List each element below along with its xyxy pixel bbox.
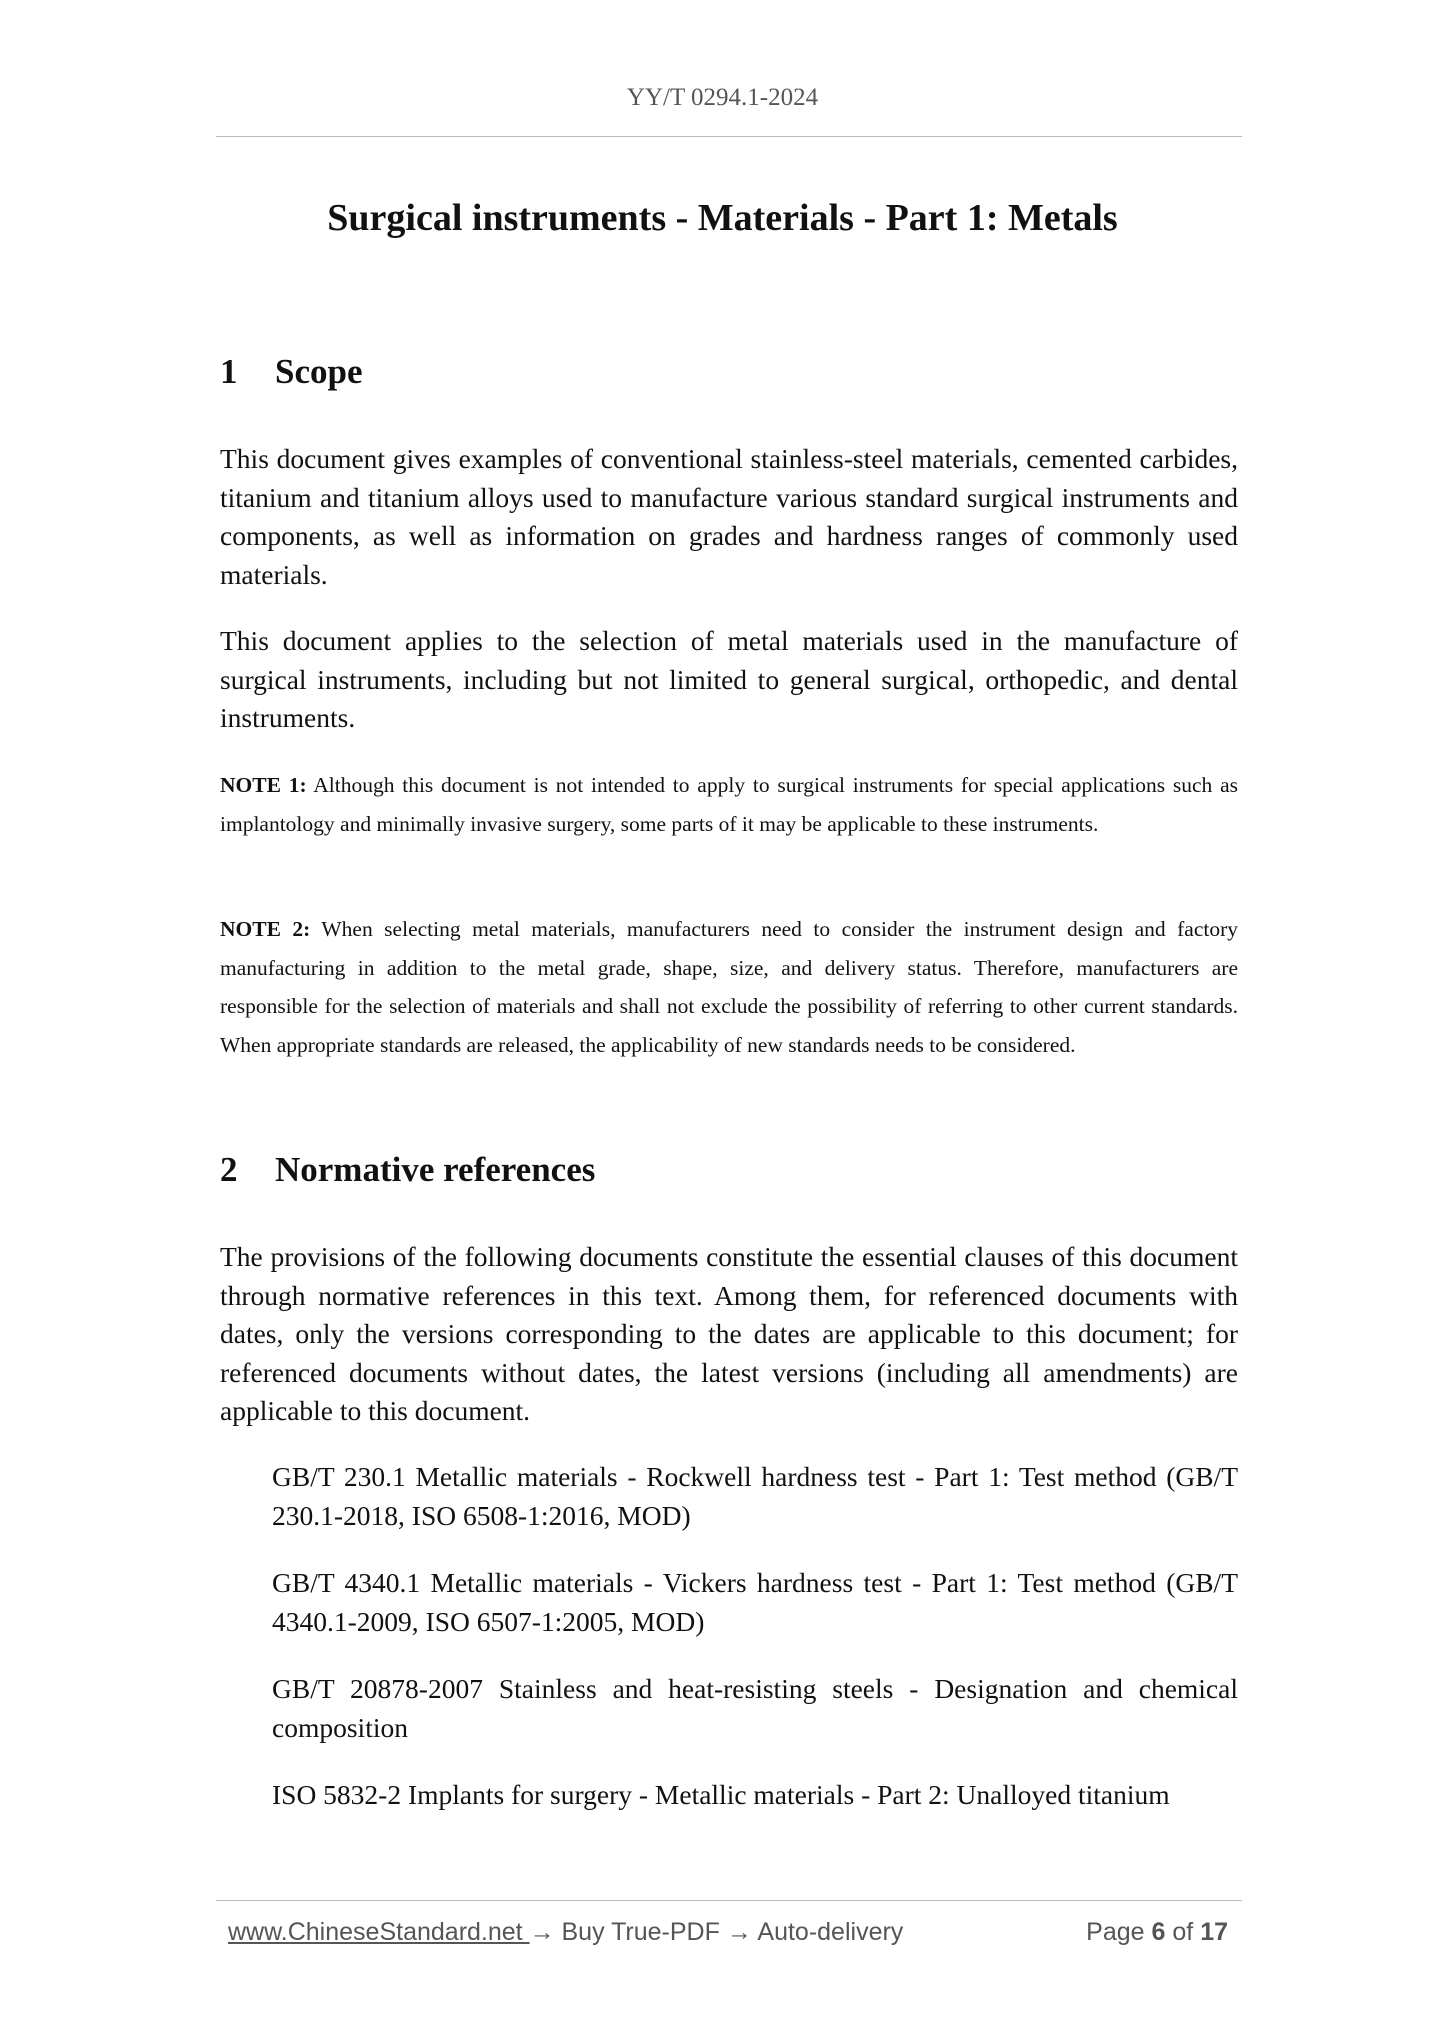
section-heading-normative-references: [220, 1150, 595, 1190]
note-2: [220, 910, 1238, 1064]
page-footer: [228, 1918, 1228, 1947]
section-heading-scope: [220, 352, 363, 392]
section-title: Scope: [275, 352, 363, 391]
normative-references-paragraph: The provisions of the following documents constitute the essential clauses of this document through normative references in this text. Among them, for referenced documents with dates, only the versions corresponding to the dates are applicable to this document; for referenced documents without dates, the latest versions (including all amendments) are applicable to this document.: [220, 1241, 1238, 1426]
document-code: YY/T 0294.1-2024: [626, 84, 819, 111]
page-number: [1086, 1918, 1228, 1947]
footer-promo: → Buy True-PDF → Auto-delivery: [529, 1918, 904, 1946]
reference-item: ISO 5832-2 Implants for surgery - Metallic materials - Part 2: Unalloyed titanium: [272, 1779, 1170, 1810]
scope-paragraph: This document gives examples of conventional stainless-steel materials, cemented carbides, titanium and titanium alloys used to manufacture various standard surgical instruments and components, as well as information on grades and hardness ranges of commonly used materials.: [220, 443, 1238, 590]
page-of: of: [1172, 1918, 1194, 1946]
header-divider: [216, 136, 1242, 137]
note-label: NOTE 1:: [220, 773, 307, 797]
reference-item: GB/T 230.1 Metallic materials - Rockwell hardness test - Part 1: Test method (GB/T 230.1-2018, ISO 6508-1:2016, MOD): [272, 1461, 1238, 1531]
reference-item: GB/T 4340.1 Metallic materials - Vickers hardness test - Part 1: Test method (GB/T 4340.1-2009, ISO 6507-1:2005, MOD): [272, 1567, 1238, 1637]
page-total: 17: [1200, 1918, 1228, 1946]
footer-divider: [216, 1900, 1242, 1901]
scope-paragraph: This document applies to the selection of metal materials used in the manufacture of surgical instruments, including but not limited to general surgical, orthopedic, and dental instruments.: [220, 625, 1238, 733]
site-link[interactable]: www.ChineseStandard.net: [228, 1918, 530, 1946]
note-text: When selecting metal materials, manufacturers need to consider the instrument design and factory manufacturing in addition to the metal grade, shape, size, and delivery status. Therefore, manufacturers are responsible for the selection of materials and shall not exclude the possibility of referring to other current standards. When appropriate standards are released, the applicability of new standards needs to be considered.: [220, 917, 1238, 1057]
section-number: 1: [220, 352, 238, 391]
page-label: Page: [1086, 1918, 1145, 1946]
note-label: NOTE 2:: [220, 917, 311, 941]
section-title: Normative references: [275, 1150, 596, 1189]
reference-item: GB/T 20878-2007 Stainless and heat-resisting steels - Designation and chemical composition: [272, 1673, 1238, 1743]
page-current: 6: [1151, 1918, 1166, 1946]
section-number: 2: [220, 1150, 238, 1189]
note-1: [220, 766, 1238, 843]
note-text: Although this document is not intended to apply to surgical instruments for special applications such as implantology and minimally invasive surgery, some parts of it may be applicable to these instruments.: [220, 773, 1238, 836]
document-title: Surgical instruments - Materials - Part 1: Metals: [327, 197, 1118, 239]
